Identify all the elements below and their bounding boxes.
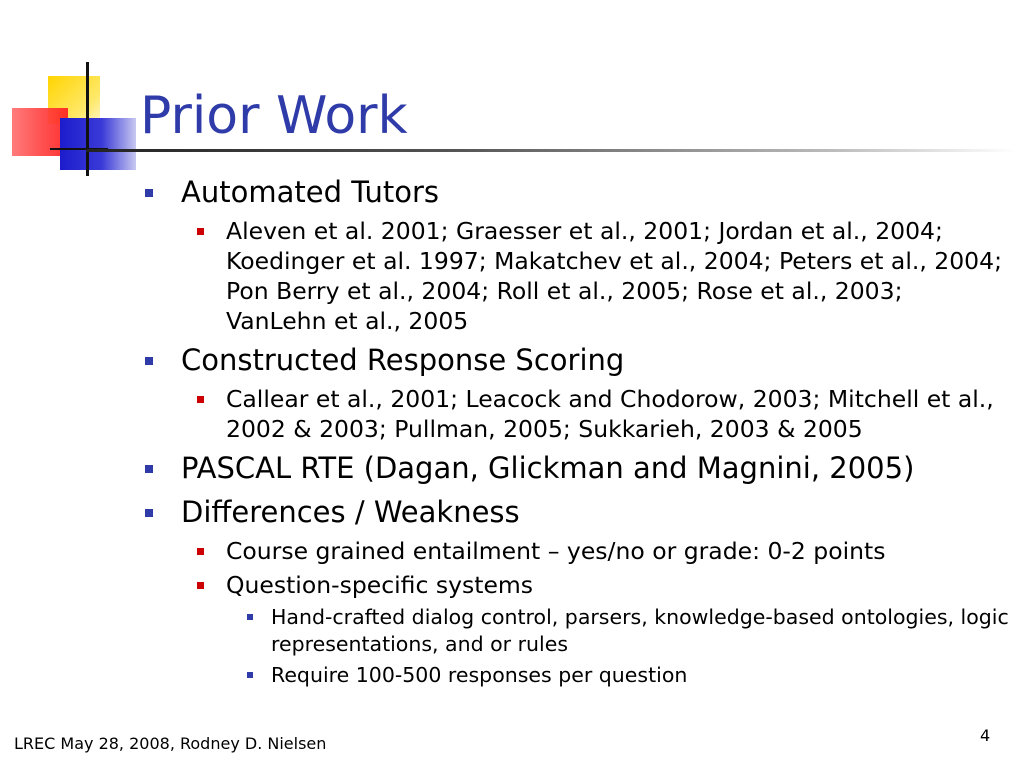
square-bullet-icon — [145, 189, 153, 197]
bullet-item — [140, 492, 1010, 532]
square-bullet-icon — [247, 672, 253, 678]
square-bullet-icon — [197, 582, 204, 589]
logo-blue-square — [60, 118, 136, 170]
logo-vertical-line — [86, 62, 89, 176]
sub-sub-bullet-item — [140, 604, 1010, 658]
bullet-item — [140, 340, 1010, 380]
slide-footer: LREC May 28, 2008, Rodney D. Nielsen — [14, 734, 327, 753]
square-bullet-icon — [145, 357, 153, 365]
bullet-item — [140, 172, 1010, 212]
square-bullet-icon — [197, 228, 204, 235]
slide-title: Prior Work — [140, 86, 408, 146]
square-bullet-icon — [197, 548, 204, 555]
sub-bullet-item — [140, 536, 1010, 566]
bullet-text: Callear et al., 2001; Leacock and Chodorow, 2003; Mitchell et al., 2002 & 2003; Pullman, 2005; Sukkarieh, 2003 & 2005 — [226, 385, 994, 443]
slide-logo-decoration — [0, 0, 150, 190]
square-bullet-icon — [197, 396, 204, 403]
bullet-text: PASCAL RTE (Dagan, Glickman and Magnini, 2005) — [181, 451, 915, 485]
bullet-text: Aleven et al. 2001; Graesser et al., 2001; Jordan et al., 2004; Koedinger et al. 1997; Makatchev et al., 2004; Peters et al., 2004; Pon Berry et al., 2004; Roll et al., 2005; Rose et al., 2003; VanLehn et al., 2005 — [226, 217, 1002, 335]
page-number: 4 — [980, 726, 991, 745]
sub-bullet-item — [140, 570, 1010, 600]
square-bullet-icon — [145, 465, 153, 473]
bullet-item — [140, 448, 1010, 488]
sub-sub-bullet-item — [140, 662, 1010, 689]
bullet-text: Hand-crafted dialog control, parsers, knowledge-based ontologies, logic representations, and or rules — [271, 605, 1009, 656]
bullet-text: Question-specific systems — [226, 571, 534, 599]
title-divider — [86, 149, 1016, 152]
square-bullet-icon — [247, 614, 253, 620]
bullet-text: Require 100-500 responses per question — [271, 663, 688, 687]
square-bullet-icon — [145, 509, 153, 517]
bullet-text: Course grained entailment – yes/no or grade: 0-2 points — [226, 537, 886, 565]
bullet-text: Automated Tutors — [181, 175, 440, 209]
sub-bullet-item — [140, 384, 1010, 444]
bullet-text: Constructed Response Scoring — [181, 343, 625, 377]
bullet-list — [140, 172, 1010, 689]
sub-bullet-item — [140, 216, 1010, 336]
bullet-text: Differences / Weakness — [181, 495, 520, 529]
